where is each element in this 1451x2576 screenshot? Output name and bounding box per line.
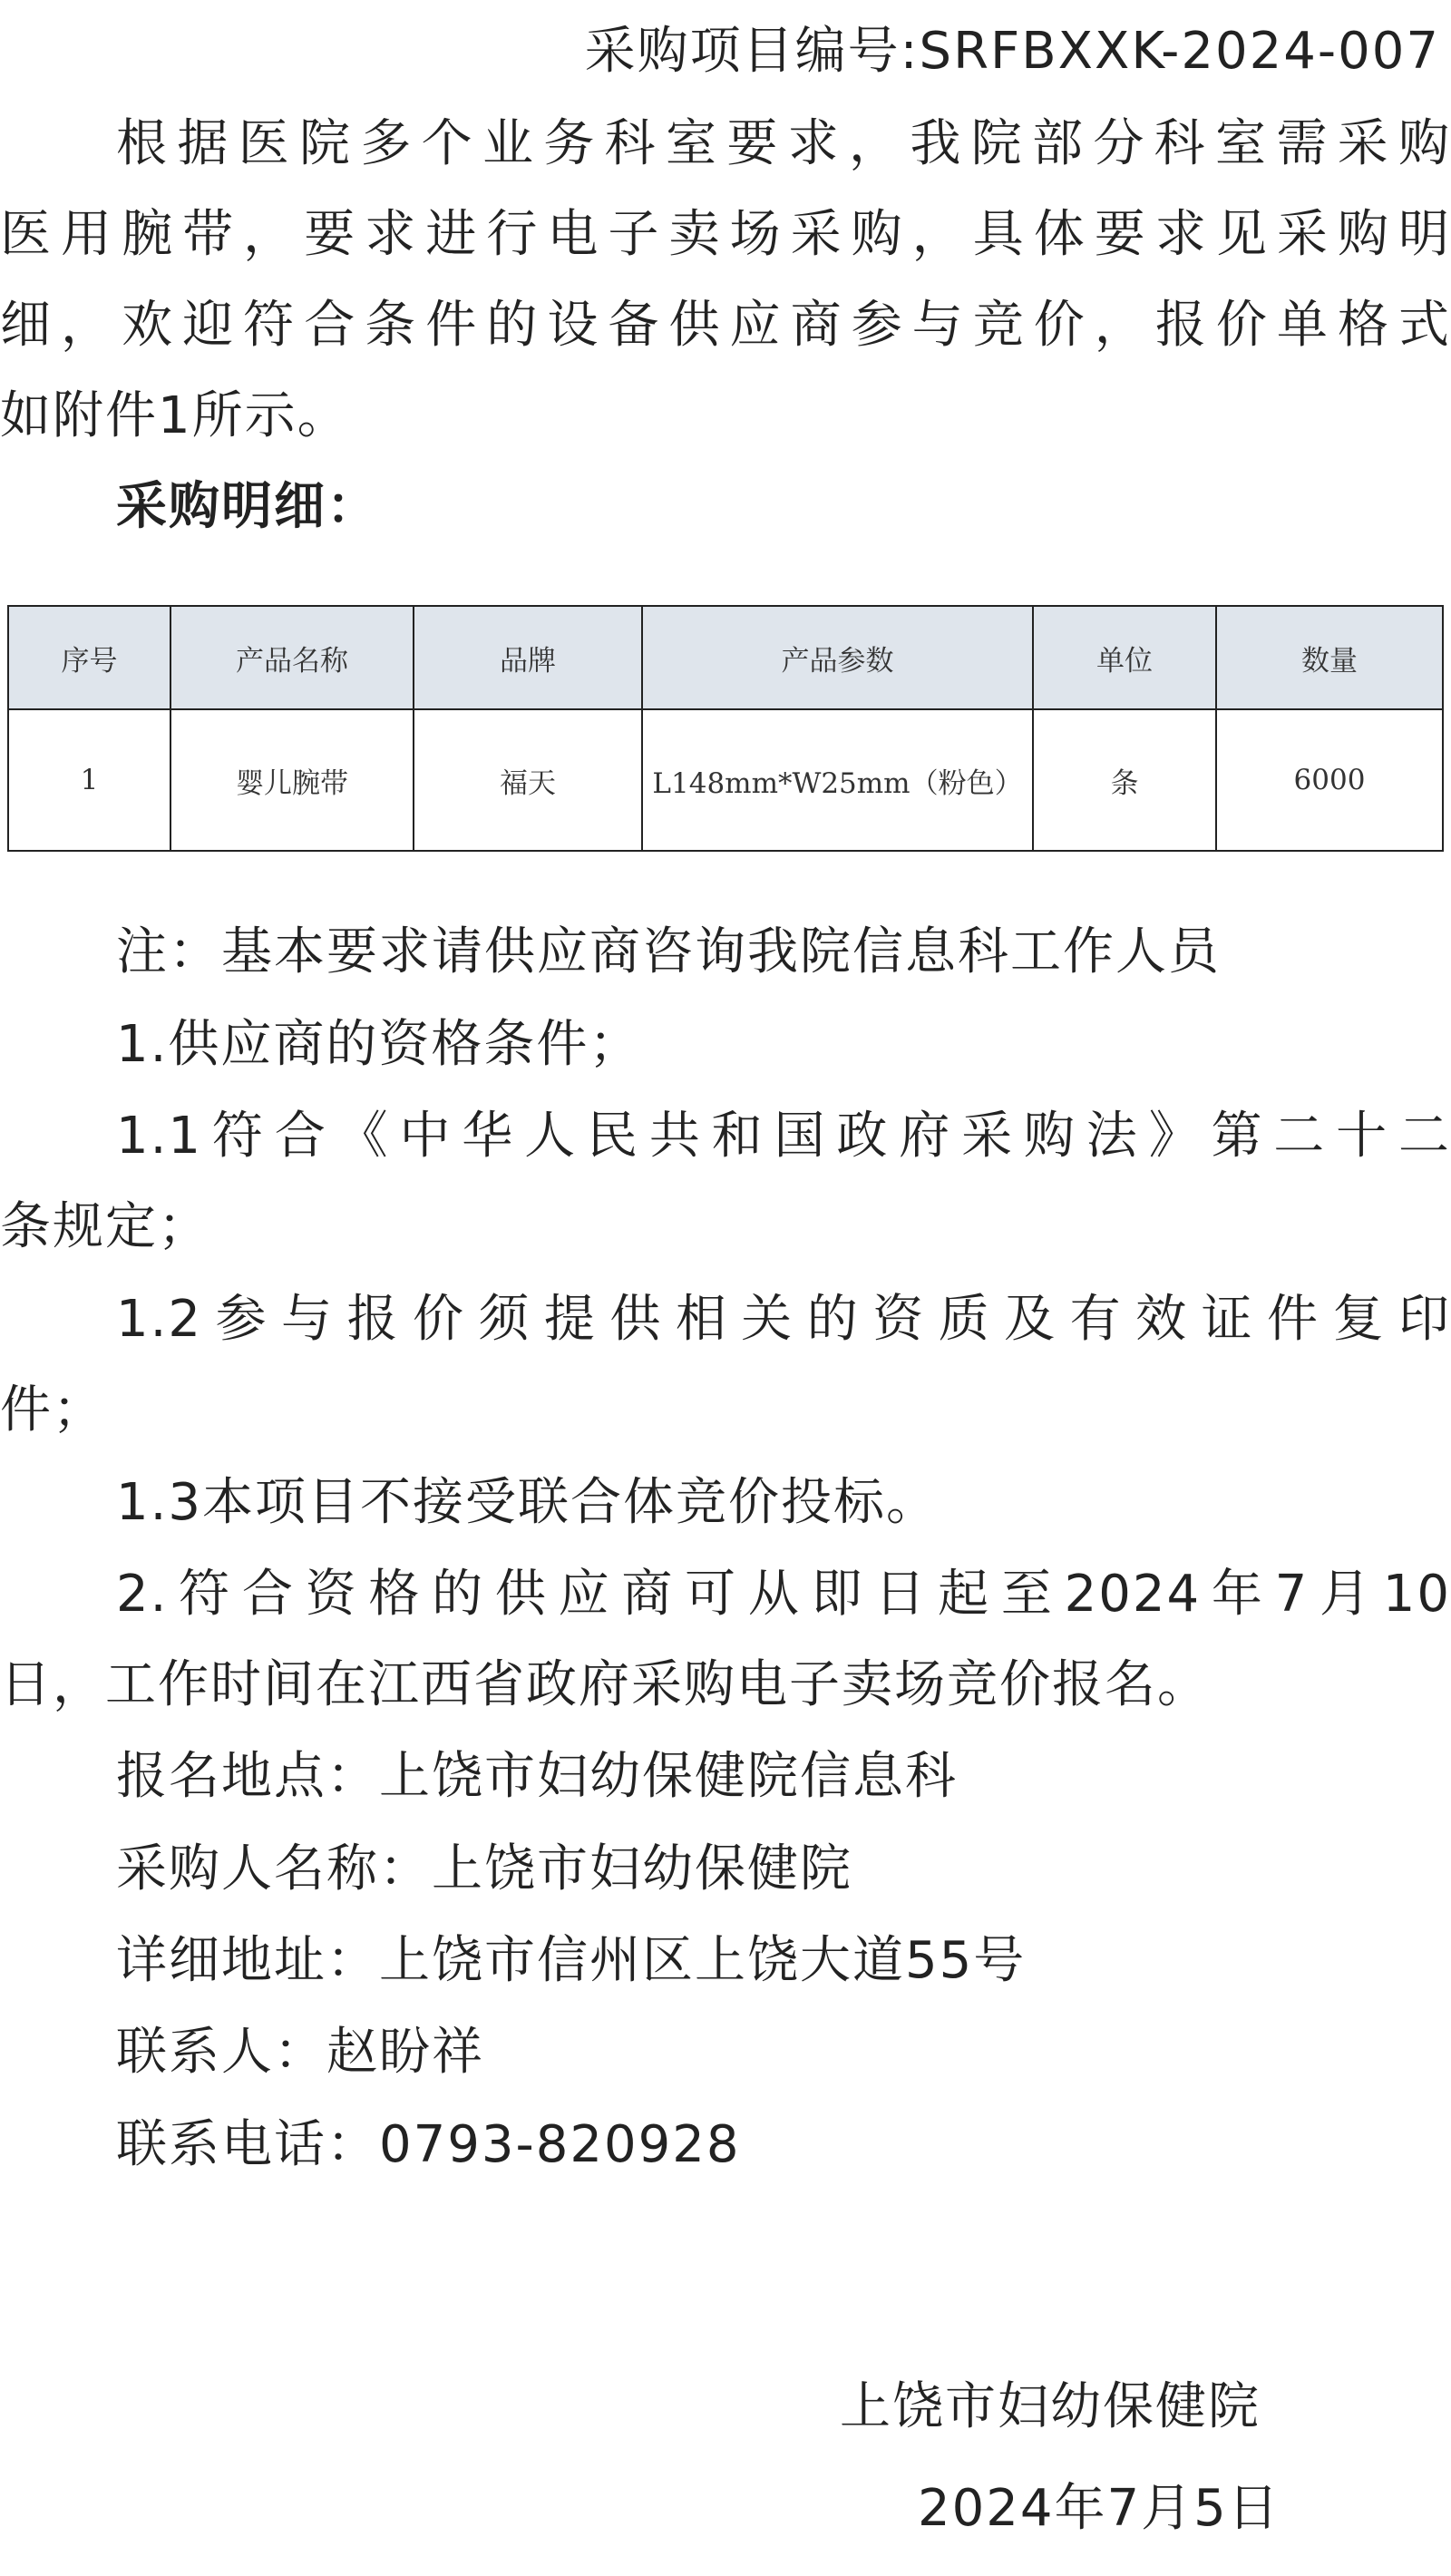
qualification-1-2-line-2: 件； (0, 1381, 105, 1439)
header-product-name: 产品名称 (170, 606, 414, 709)
cell-unit: 条 (1033, 709, 1216, 851)
signature-date: 2024年7月5日 (918, 2479, 1281, 2538)
project-number: 采购项目编号:SRFBXXK-2024-007 (584, 22, 1440, 81)
qualification-1-3: 1.3本项目不接受联合体竞价投标。 (116, 1473, 940, 1532)
contact-person: 联系人：赵盼祥 (116, 2023, 484, 2082)
header-product-params: 产品参数 (642, 606, 1033, 709)
registration-location: 报名地点：上饶市妇幼保健院信息科 (116, 1747, 958, 1806)
table-row (8, 709, 1443, 851)
header-quantity: 数量 (1216, 606, 1443, 709)
qualification-heading: 1.供应商的资格条件； (116, 1015, 642, 1074)
signature-organization: 上饶市妇幼保健院 (840, 2377, 1261, 2436)
cell-index: 1 (8, 709, 170, 851)
intro-line-3: 细，欢迎符合条件的设备供应商参与竞价，报价单格式 (0, 296, 1451, 355)
header-index: 序号 (8, 606, 170, 709)
procurement-details-table (7, 605, 1444, 852)
header-brand: 品牌 (414, 606, 642, 709)
qualification-1-1-line-1: 1.1符合《中华人民共和国政府采购法》第二十二 (116, 1107, 1451, 1166)
note-line: 注：基本要求请供应商咨询我院信息科工作人员 (116, 922, 1221, 981)
purchaser-name: 采购人名称：上饶市妇幼保健院 (116, 1839, 852, 1898)
header-unit: 单位 (1033, 606, 1216, 709)
intro-line-1: 根据医院多个业务科室要求，我院部分科室需采购 (116, 114, 1451, 173)
table-header-row (8, 606, 1443, 709)
cell-brand: 福天 (414, 709, 642, 851)
detailed-address: 详细地址：上饶市信州区上饶大道55号 (116, 1931, 1027, 1990)
cell-product-name: 婴儿腕带 (170, 709, 414, 851)
registration-line-2: 日，工作时间在江西省政府采购电子卖场竞价报名。 (0, 1655, 1210, 1714)
intro-line-4: 如附件1所示。 (0, 386, 350, 445)
details-heading: 采购明细： (116, 477, 379, 536)
registration-line-1: 2.符合资格的供应商可从即日起至2024年7月10 (116, 1565, 1451, 1624)
cell-quantity: 6000 (1216, 709, 1443, 851)
cell-product-params: L148mm*W25mm（粉色） (642, 709, 1033, 851)
qualification-1-1-line-2: 条规定； (0, 1197, 210, 1256)
contact-phone: 联系电话：0793-820928 (116, 2115, 741, 2174)
intro-line-2: 医用腕带，要求进行电子卖场采购，具体要求见采购明 (0, 205, 1451, 264)
qualification-1-2-line-1: 1.2参与报价须提供相关的资质及有效证件复印 (116, 1290, 1451, 1349)
